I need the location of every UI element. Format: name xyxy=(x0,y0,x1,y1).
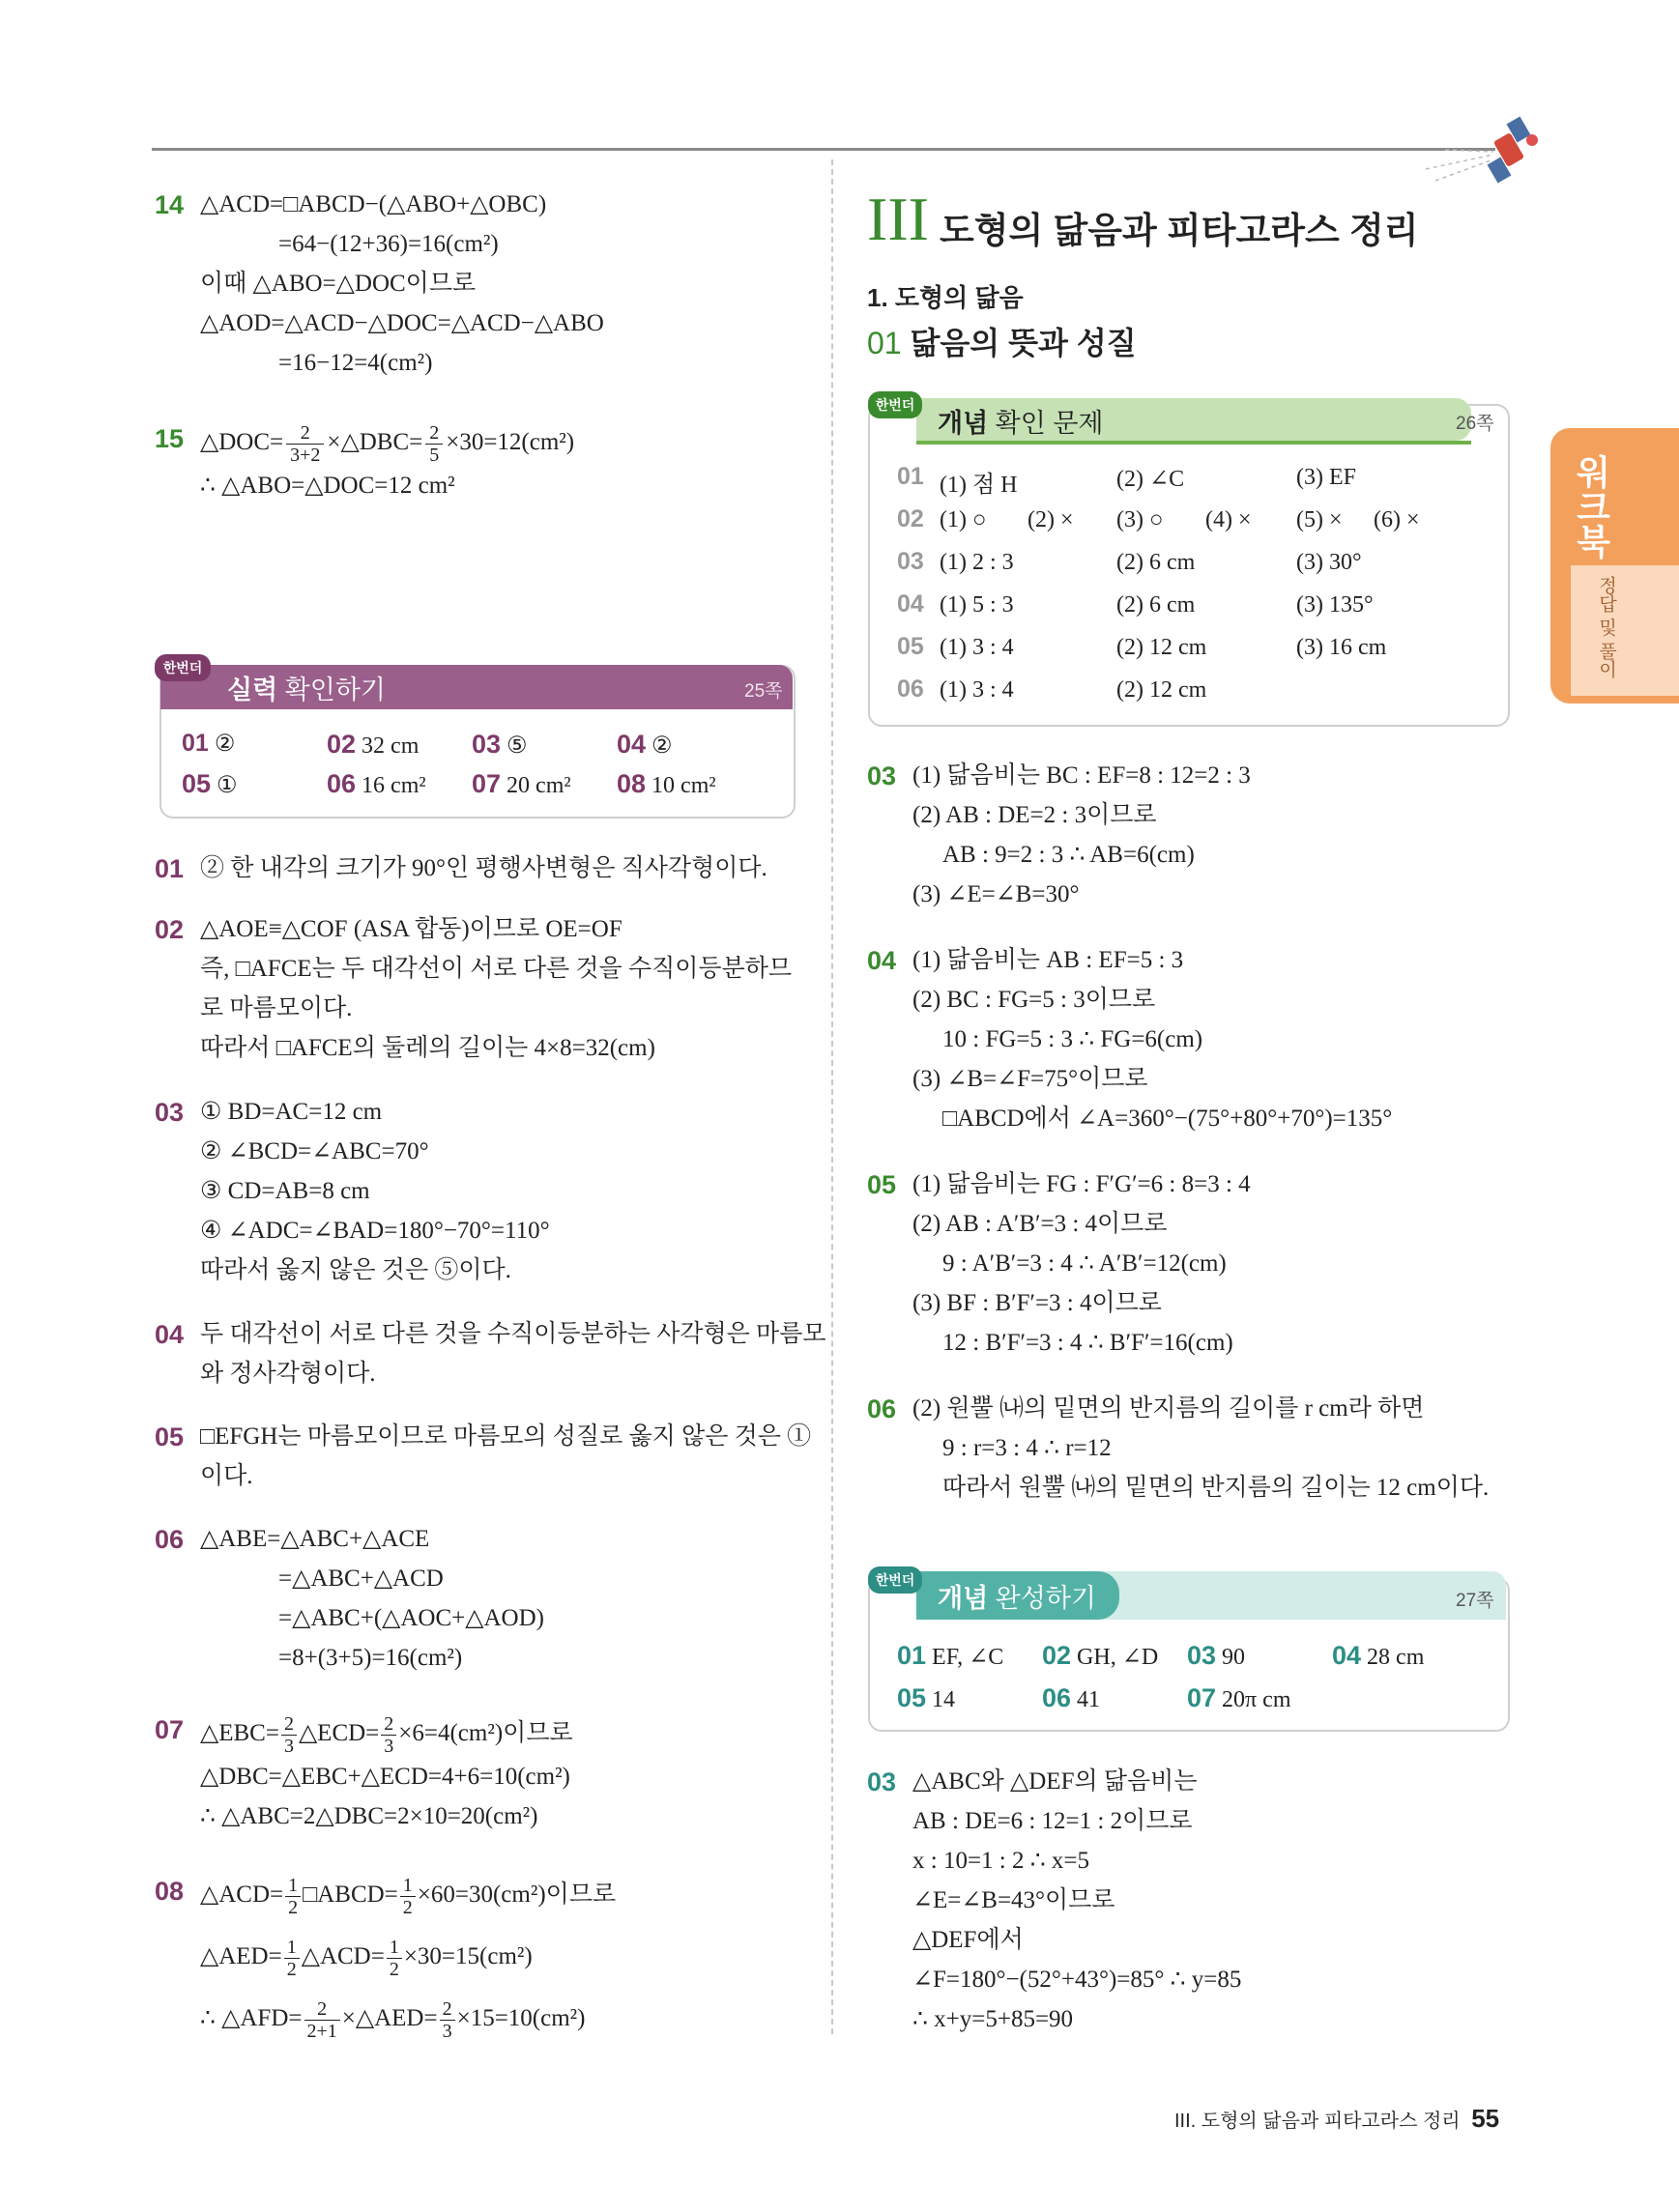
side-tab-inner xyxy=(1571,565,1679,696)
t03-line: △DEF에서 xyxy=(912,1927,1024,1953)
q14-line: 이때 △ABO=△DOC이므로 xyxy=(200,271,477,297)
s03-line: ③ CD=AB=8 cm xyxy=(200,1178,370,1204)
concept-row: 02 xyxy=(897,505,924,532)
r04-number: 04 xyxy=(867,946,897,975)
concept-row: 05 xyxy=(897,633,924,660)
r06-line: (2) 원뿔 ㈏의 밑면의 반지름의 길이를 r cm라 하면 xyxy=(912,1395,1425,1422)
q14-number: 14 xyxy=(155,190,185,219)
section-title: 1. 도형의 닮음 xyxy=(867,283,1024,312)
header-rule xyxy=(152,148,1495,151)
s08-line: △AED= $\frac{1}{2}$ △ACD= $\frac{1}{2}$ ×30=15(cm²) xyxy=(200,1937,533,1980)
skill-answer: 01 ② xyxy=(182,730,236,757)
concept-item: (4) × xyxy=(1205,507,1252,532)
side-tab-main: 워크북 xyxy=(1572,454,1611,559)
concept-item: (2) 6 cm xyxy=(1116,592,1196,618)
r05-line: (3) BF : B′F′=3 : 4이므로 xyxy=(912,1290,1162,1316)
chapter-number: III xyxy=(867,185,929,253)
r06-line: 9 : r=3 : 4 ∴ r=12 xyxy=(942,1435,1112,1461)
r05-line: (2) AB : A′B′=3 : 4이므로 xyxy=(912,1211,1168,1237)
footer-text: III. 도형의 닮음과 피타고라스 정리 55 xyxy=(1174,2104,1500,2133)
concept-check-title: 개념 확인 문제 xyxy=(938,409,1104,438)
s04-number: 04 xyxy=(155,1320,185,1349)
r04-line: (2) BC : FG=5 : 3이므로 xyxy=(912,987,1156,1013)
s02-line: 따라서 □AFCE의 둘레의 길이는 4×8=32(cm) xyxy=(200,1035,655,1061)
concept-item: (1) 점 H xyxy=(940,473,1018,498)
concept-row: 01 xyxy=(897,463,924,490)
concept-item: (2) ∠C xyxy=(1116,467,1185,492)
skill-answer: 08 10 cm² xyxy=(617,769,716,798)
s03-number: 03 xyxy=(155,1098,185,1127)
concept-item: (6) × xyxy=(1374,507,1420,532)
s05-line: □EFGH는 마름모이므로 마름모의 성질로 옳지 않은 것은 ① xyxy=(200,1423,812,1450)
complete-answer: 05 14 xyxy=(897,1683,956,1712)
concept-complete-tag: 한번더 xyxy=(868,1566,922,1594)
r06-line: 따라서 원뿔 ㈏의 밑면의 반지름의 길이는 12 cm이다. xyxy=(942,1475,1490,1501)
complete-answer: 01 EF, ∠C xyxy=(897,1641,1004,1670)
concept-item: (2) × xyxy=(1028,507,1074,532)
r06-number: 06 xyxy=(867,1394,897,1423)
s06-number: 06 xyxy=(155,1525,185,1554)
r05-line: (1) 닮음비는 FG : F′G′=6 : 8=3 : 4 xyxy=(912,1171,1251,1197)
s06-line: =△ABC+△ACD xyxy=(278,1566,444,1592)
t03-line: AB : DE=6 : 12=1 : 2이므로 xyxy=(912,1808,1193,1834)
r03-line: (1) 닮음비는 BC : EF=8 : 12=2 : 3 xyxy=(912,762,1251,789)
q14-line: =16−12=4(cm²) xyxy=(278,350,433,376)
t03-number: 03 xyxy=(867,1767,897,1796)
concept-item: (1) 3 : 4 xyxy=(940,677,1014,703)
s07-number: 07 xyxy=(155,1715,185,1744)
s07-line: ∴ △ABC=2△DBC=2×10=20(cm²) xyxy=(200,1803,538,1829)
s01-line: ② 한 내각의 크기가 90°인 평행사변형은 직사각형이다. xyxy=(200,855,767,881)
skill-answer: 04 ② xyxy=(617,730,673,759)
t03-line: △ABC와 △DEF의 닮음비는 xyxy=(912,1768,1198,1795)
r05-number: 05 xyxy=(867,1170,897,1199)
s03-line: ① BD=AC=12 cm xyxy=(200,1099,383,1125)
skill-answer: 05 ① xyxy=(182,769,238,798)
q15-line: ∴ △ABO=△DOC=12 cm² xyxy=(200,473,455,499)
r04-line: (3) ∠B=∠F=75°이므로 xyxy=(912,1066,1148,1092)
s03-line: 따라서 옳지 않은 것은 ⑤이다. xyxy=(200,1257,511,1283)
skill-answer: 02 32 cm xyxy=(327,730,420,759)
concept-row: 06 xyxy=(897,675,924,703)
s06-line: =8+(3+5)=16(cm²) xyxy=(278,1645,463,1671)
concept-item: (5) × xyxy=(1296,507,1343,532)
skill-check-title: 실력 확인하기 xyxy=(227,675,387,704)
concept-check-tag: 한번더 xyxy=(868,391,922,418)
concept-item: (1) ○ xyxy=(940,507,987,532)
r03-line: (2) AB : DE=2 : 3이므로 xyxy=(912,802,1157,828)
concept-check-underline xyxy=(916,441,1471,445)
t03-line: ∠F=180°−(52°+43°)=85° ∴ y=85 xyxy=(912,1967,1242,1993)
s03-line: ④ ∠ADC=∠BAD=180°−70°=110° xyxy=(200,1218,550,1244)
skill-answer: 06 16 cm² xyxy=(327,769,426,798)
r03-line: AB : 9=2 : 3 ∴ AB=6(cm) xyxy=(942,842,1195,868)
skill-check-tag: 한번더 xyxy=(155,654,211,681)
r04-line: 10 : FG=5 : 3 ∴ FG=6(cm) xyxy=(942,1026,1203,1052)
complete-answer: 04 28 cm xyxy=(1332,1641,1425,1670)
concept-item: (1) 3 : 4 xyxy=(940,635,1014,660)
concept-item: (2) 12 cm xyxy=(1116,677,1207,703)
s04-line: 와 정사각형이다. xyxy=(200,1361,376,1387)
concept-complete-title: 개념 완성하기 xyxy=(938,1584,1097,1613)
column-divider xyxy=(831,159,833,2034)
s06-line: △ABE=△ABC+△ACE xyxy=(200,1526,430,1552)
r03-number: 03 xyxy=(867,761,897,790)
q14-line: =64−(12+36)=16(cm²) xyxy=(278,231,499,257)
r04-line: (1) 닮음비는 AB : EF=5 : 3 xyxy=(912,947,1184,973)
complete-answer: 02 GH, ∠D xyxy=(1042,1641,1159,1670)
concept-item: (2) 12 cm xyxy=(1116,635,1207,660)
concept-item: (3) ○ xyxy=(1116,507,1164,532)
concept-item: (3) 30° xyxy=(1296,550,1362,575)
concept-row: 04 xyxy=(897,590,924,618)
concept-item: (3) 135° xyxy=(1296,592,1374,618)
concept-item: (1) 2 : 3 xyxy=(940,550,1014,575)
skill-answer: 03 ⑤ xyxy=(472,730,528,759)
concept-item: (3) EF xyxy=(1296,465,1356,490)
s02-line: △AOE≡△COF (ASA 합동)이므로 OE=OF xyxy=(200,916,622,942)
r04-line: □ABCD에서 ∠A=360°−(75°+80°+70°)=135° xyxy=(942,1106,1393,1132)
q15-line: △DOC= $\frac{2}{3+2}$ ×△DBC= $\frac{2}{5}$ ×30=12(cm²) xyxy=(200,422,575,466)
concept-complete-page: 27쪽 xyxy=(1456,1591,1494,1611)
s01-number: 01 xyxy=(155,854,185,883)
concept-check-page: 26쪽 xyxy=(1456,414,1494,434)
s05-number: 05 xyxy=(155,1422,185,1451)
complete-answer: 03 90 xyxy=(1187,1641,1246,1670)
q14-line: △AOD=△ACD−△DOC=△ACD−△ABO xyxy=(200,310,604,336)
s04-line: 두 대각선이 서로 다른 것을 수직이등분하는 사각형은 마름모 xyxy=(200,1321,826,1347)
s02-line: 즉, □AFCE는 두 대각선이 서로 다른 것을 수직이등분하므 xyxy=(200,956,793,982)
s02-line: 로 마름모이다. xyxy=(200,995,353,1021)
s08-number: 08 xyxy=(155,1877,185,1906)
t03-line: ∠E=∠B=43°이므로 xyxy=(912,1887,1115,1913)
s08-line: △ACD= $\frac{1}{2}$ □ABCD= $\frac{1}{2}$ ×60=30(cm²)이므로 xyxy=(200,1875,617,1918)
q14-line: △ACD=□ABCD−(△ABO+△OBC) xyxy=(200,191,547,217)
concept-row: 03 xyxy=(897,548,924,575)
r05-line: 12 : B′F′=3 : 4 ∴ B′F′=16(cm) xyxy=(942,1330,1233,1356)
s02-number: 02 xyxy=(155,915,185,944)
r03-line: (3) ∠E=∠B=30° xyxy=(912,881,1080,907)
complete-answer: 07 20π cm xyxy=(1187,1683,1291,1712)
concept-item: (1) 5 : 3 xyxy=(940,592,1014,618)
s07-line: △EBC= $\frac{2}{3}$ △ECD= $\frac{2}{3}$ ×6=4(cm²)이므로 xyxy=(200,1713,573,1757)
complete-answer: 06 41 xyxy=(1042,1683,1101,1712)
t03-line: ∴ x+y=5+85=90 xyxy=(912,2006,1074,2032)
s06-line: =△ABC+(△AOC+△AOD) xyxy=(278,1605,544,1631)
side-tab-sub: 정답 및 풀이 xyxy=(1596,576,1616,678)
skill-check-page: 25쪽 xyxy=(744,681,783,702)
satellite-icon xyxy=(1416,111,1551,188)
r05-line: 9 : A′B′=3 : 4 ∴ A′B′=12(cm) xyxy=(942,1250,1227,1277)
t03-line: x : 10=1 : 2 ∴ x=5 xyxy=(912,1848,1089,1874)
skill-answer: 07 20 cm² xyxy=(472,769,571,798)
lesson-title: 01 닮음의 뜻과 성질 xyxy=(867,326,1137,360)
concept-item: (2) 6 cm xyxy=(1116,550,1196,575)
q15-number: 15 xyxy=(155,424,185,453)
s03-line: ② ∠BCD=∠ABC=70° xyxy=(200,1138,429,1164)
chapter-title: 도형의 닮음과 피타고라스 정리 xyxy=(940,211,1419,250)
s08-line: ∴ △AFD= $\frac{2}{2+1}$ ×△AED= $\frac{2}{3}$ ×15=10(cm²) xyxy=(200,1998,586,2042)
s05-line: 이다. xyxy=(200,1463,253,1489)
concept-item: (3) 16 cm xyxy=(1296,635,1387,660)
s07-line: △DBC=△EBC+△ECD=4+6=10(cm²) xyxy=(200,1764,570,1790)
